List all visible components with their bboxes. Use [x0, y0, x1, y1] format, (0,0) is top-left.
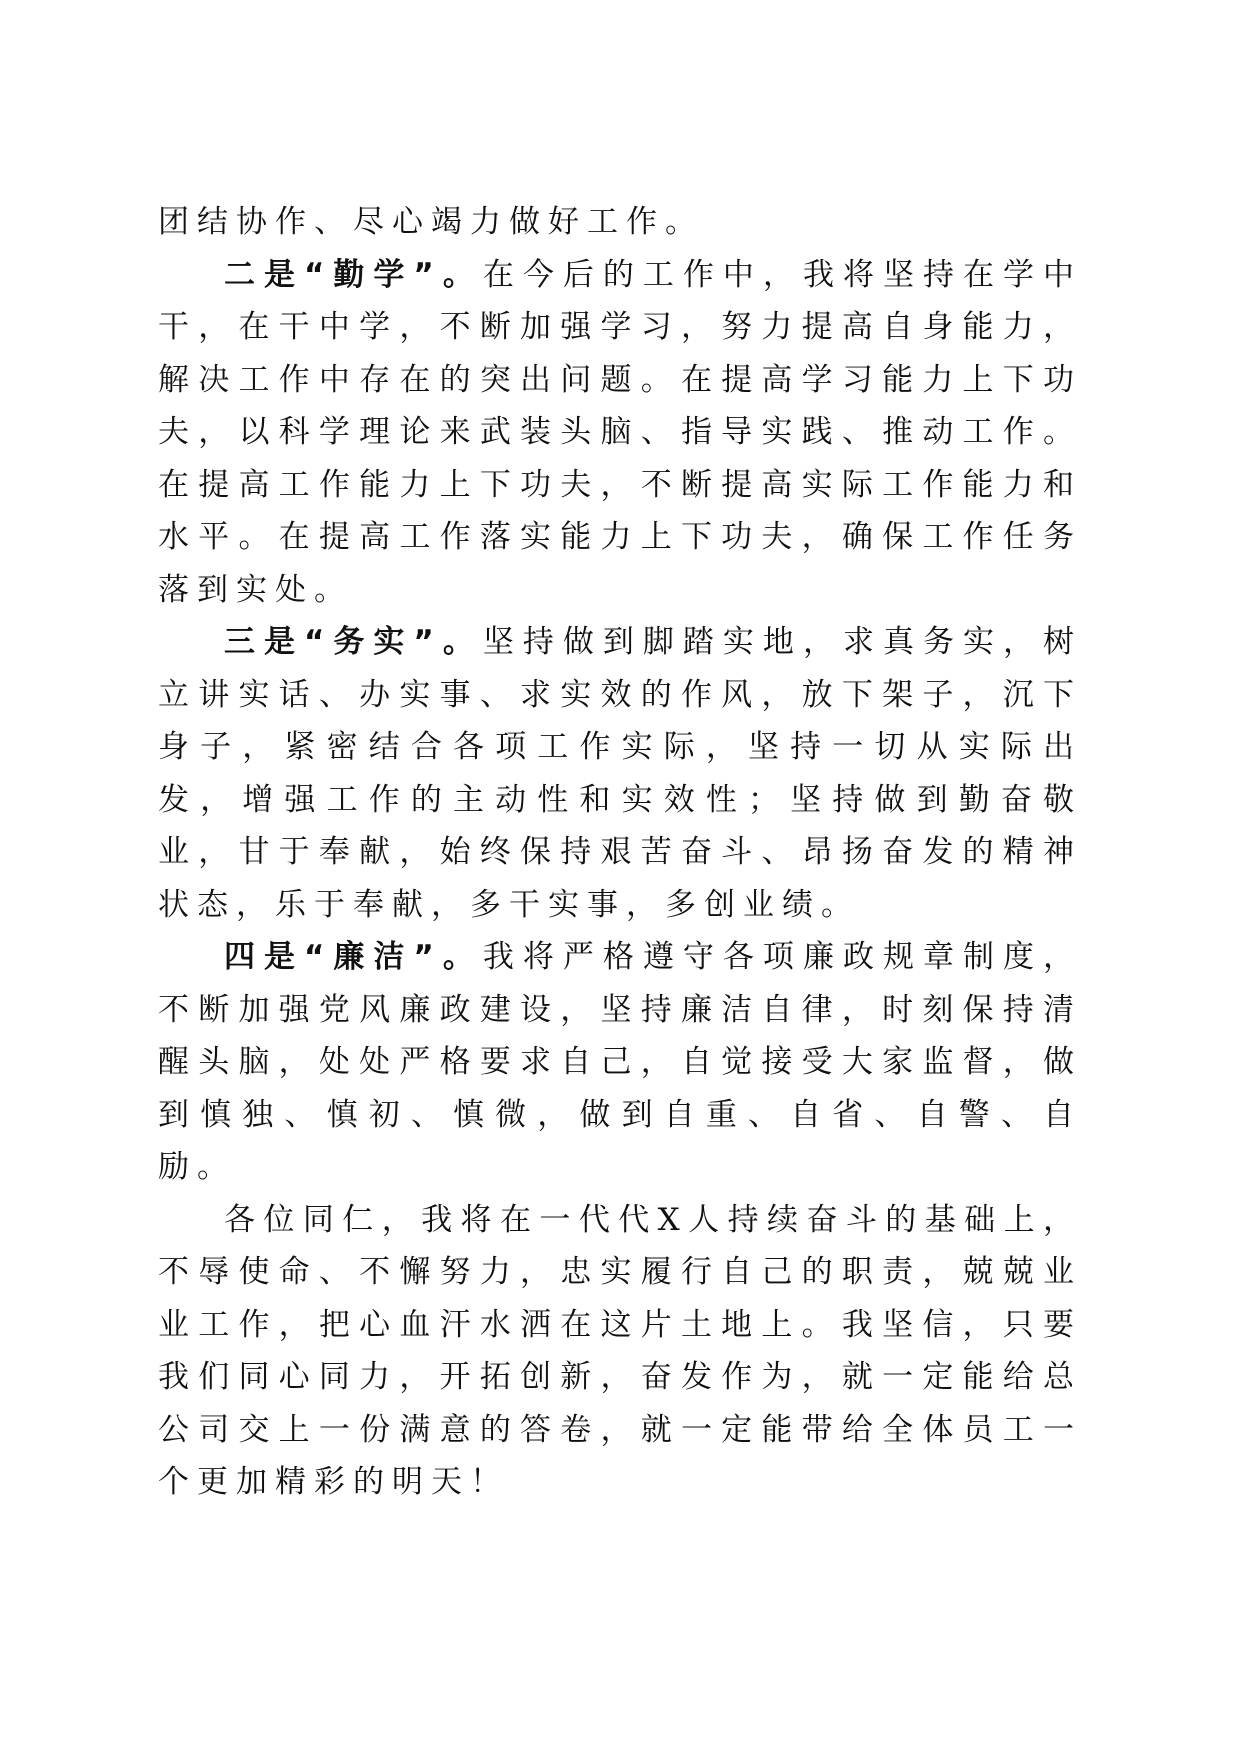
paragraph-continuation	[158, 196, 1082, 249]
paragraph-text: 各位同仁，我将在一代代X人持续奋斗的基础上，不辱使命、不懈努力，忠实履行自己的职责，兢兢业业工作，把心血汗水洒在这片土地上。我坚信，只要我们同心同力，开拓创新，奋发作为，就一定能给总公司交上一份满意的答卷，就一定能带给全体员工一个更加精彩的明天！	[158, 1201, 1082, 1500]
document-page	[158, 196, 1082, 1509]
paragraph-text: 我将严格遵守各项廉政规章制度，不断加强党风廉政建设，坚持廉洁自律，时刻保持清醒头脑，处处严格要求自己，自觉接受大家监督，做到慎独、慎初、慎微，做到自重、自省、自警、自励。	[158, 939, 1083, 1185]
paragraph-heading: 三是“务实”。	[224, 624, 483, 660]
paragraph-pragmatic	[158, 616, 1082, 931]
paragraph-diligent-study	[158, 249, 1082, 617]
paragraph-heading: 四是“廉洁”。	[224, 939, 483, 975]
paragraph-closing	[158, 1194, 1082, 1509]
paragraph-heading: 二是“勤学”。	[224, 256, 483, 293]
paragraph-integrity	[158, 931, 1082, 1194]
paragraph-text: 在今后的工作中，我将坚持在学中干，在干中学，不断加强学习，努力提高自身能力，解决工作中存在的突出问题。在提高学习能力上下功夫，以科学理论来武装头脑、指导实践、推动工作。在提高工作能力上下功夫，不断提高实际工作能力和水平。在提高工作落实能力上下功夫，确保工作任务落到实处。	[158, 256, 1083, 608]
paragraph-text: 团结协作、尽心竭力做好工作。	[158, 204, 704, 240]
paragraph-text: 坚持做到脚踏实地，求真务实，树立讲实话、办实事、求实效的作风，放下架子，沉下身子，紧密结合各项工作实际，坚持一切从实际出发，增强工作的主动性和实效性；坚持做到勤奋敬业，甘于奉献，始终保持艰苦奋斗、昂扬奋发的精神状态，乐于奉献，多干实事，多创业绩。	[158, 624, 1083, 923]
